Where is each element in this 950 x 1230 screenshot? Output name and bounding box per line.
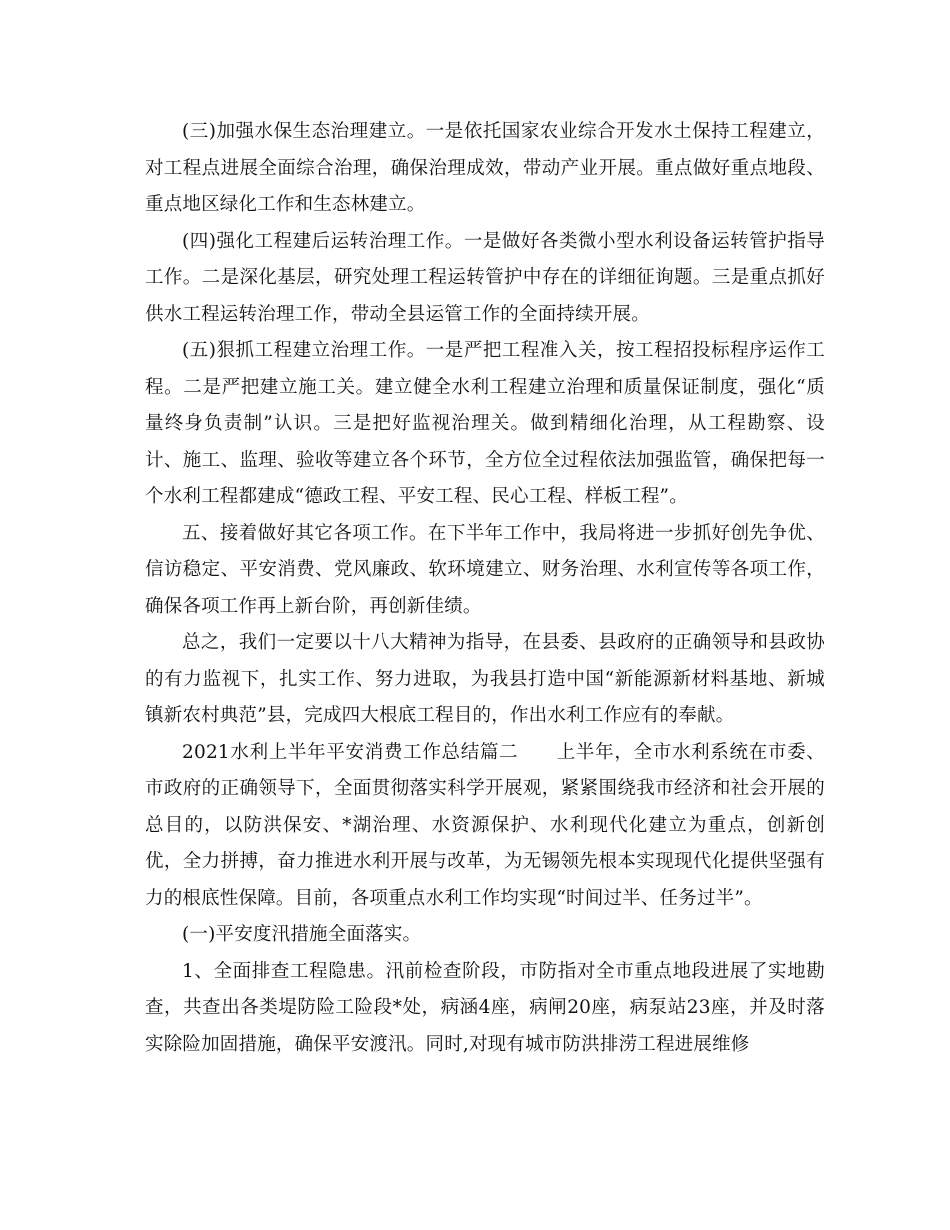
paragraph-water-conservation: (三)加强水保生态治理建立。一是依托国家农业综合开发水土保持工程建立，对工程点进展全面综合治理，确保治理成效，带动产业开展。重点做好重点地段、重点地区绿化工作和生态林建立。 (145, 121, 825, 215)
paragraph-hazard-inspection: 1、全面排查工程隐患。汛前检查阶段，市防指对全市重点地段进展了实地勘查，共查出各类堤防险工险段*处，病涵4座，病闸20座，病泵站23座，并及时落实除险加固措施，确保平安渡汛。同时,对现有城市防洪排涝工程进展维修 (145, 960, 825, 1055)
paragraph-construction-management: (五)狠抓工程建立治理工作。一是严把工程准入关，按工程招投标程序运作工程。二是严把建立施工关。建立健全水利工程建立治理和质量保证制度，强化“质量终身负责制”认识。三是把好监视治理关。做到精细化治理，从工程勘察、设计、施工、监理、验收等建立各个环节，全方位全过程依法加强监管，确保把每一个水利工程都建成“德政工程、平安工程、民心工程、样板工程”。 (145, 340, 825, 507)
paragraph-flood-safety-heading: (一)平安度汛措施全面落实。 (182, 924, 422, 945)
paragraph-operation-management: (四)强化工程建后运转治理工作。一是做好各类微小型水利设备运转管护指导工作。二是深化基层，研究处理工程运转管护中存在的详细征询题。三是重点抓好供水工程运转治理工作，带动全县运管工作的全面持续开展。 (145, 230, 825, 325)
document-body (145, 114, 825, 1063)
paragraph-conclusion: 总之，我们一定要以十八大精神为指导，在县委、县政府的正确领导和县政协的有力监视下，扎实工作、努力进取，为我县打造中国“新能源新材料基地、新城镇新农村典范”县，完成四大根底工程目的，作出水利工作应有的奉献。 (145, 632, 825, 726)
paragraph-summary-part-two: 2021水利上半年平安消费工作总结篇二 上半年，全市水利系统在市委、市政府的正确领导下，全面贯彻落实科学开展观，紧紧围绕我市经济和社会开展的总目的，以防洪保安、*湖治理、水资源保护、水利现代化建立为重点，创新创优，全力拼搏，奋力推进水利开展与改革，为无锡领先根本实现现代化提供坚强有力的根底性保障。目前，各项重点水利工作均实现“时间过半、任务过半”。 (145, 741, 825, 909)
paragraph-other-work: 五、接着做好其它各项工作。在下半年工作中，我局将进一步抓好创先争优、信访稳定、平安消费、党风廉政、软环境建立、财务治理、水利宣传等各项工作，确保各项工作再上新台阶，再创新佳绩。 (145, 522, 825, 617)
